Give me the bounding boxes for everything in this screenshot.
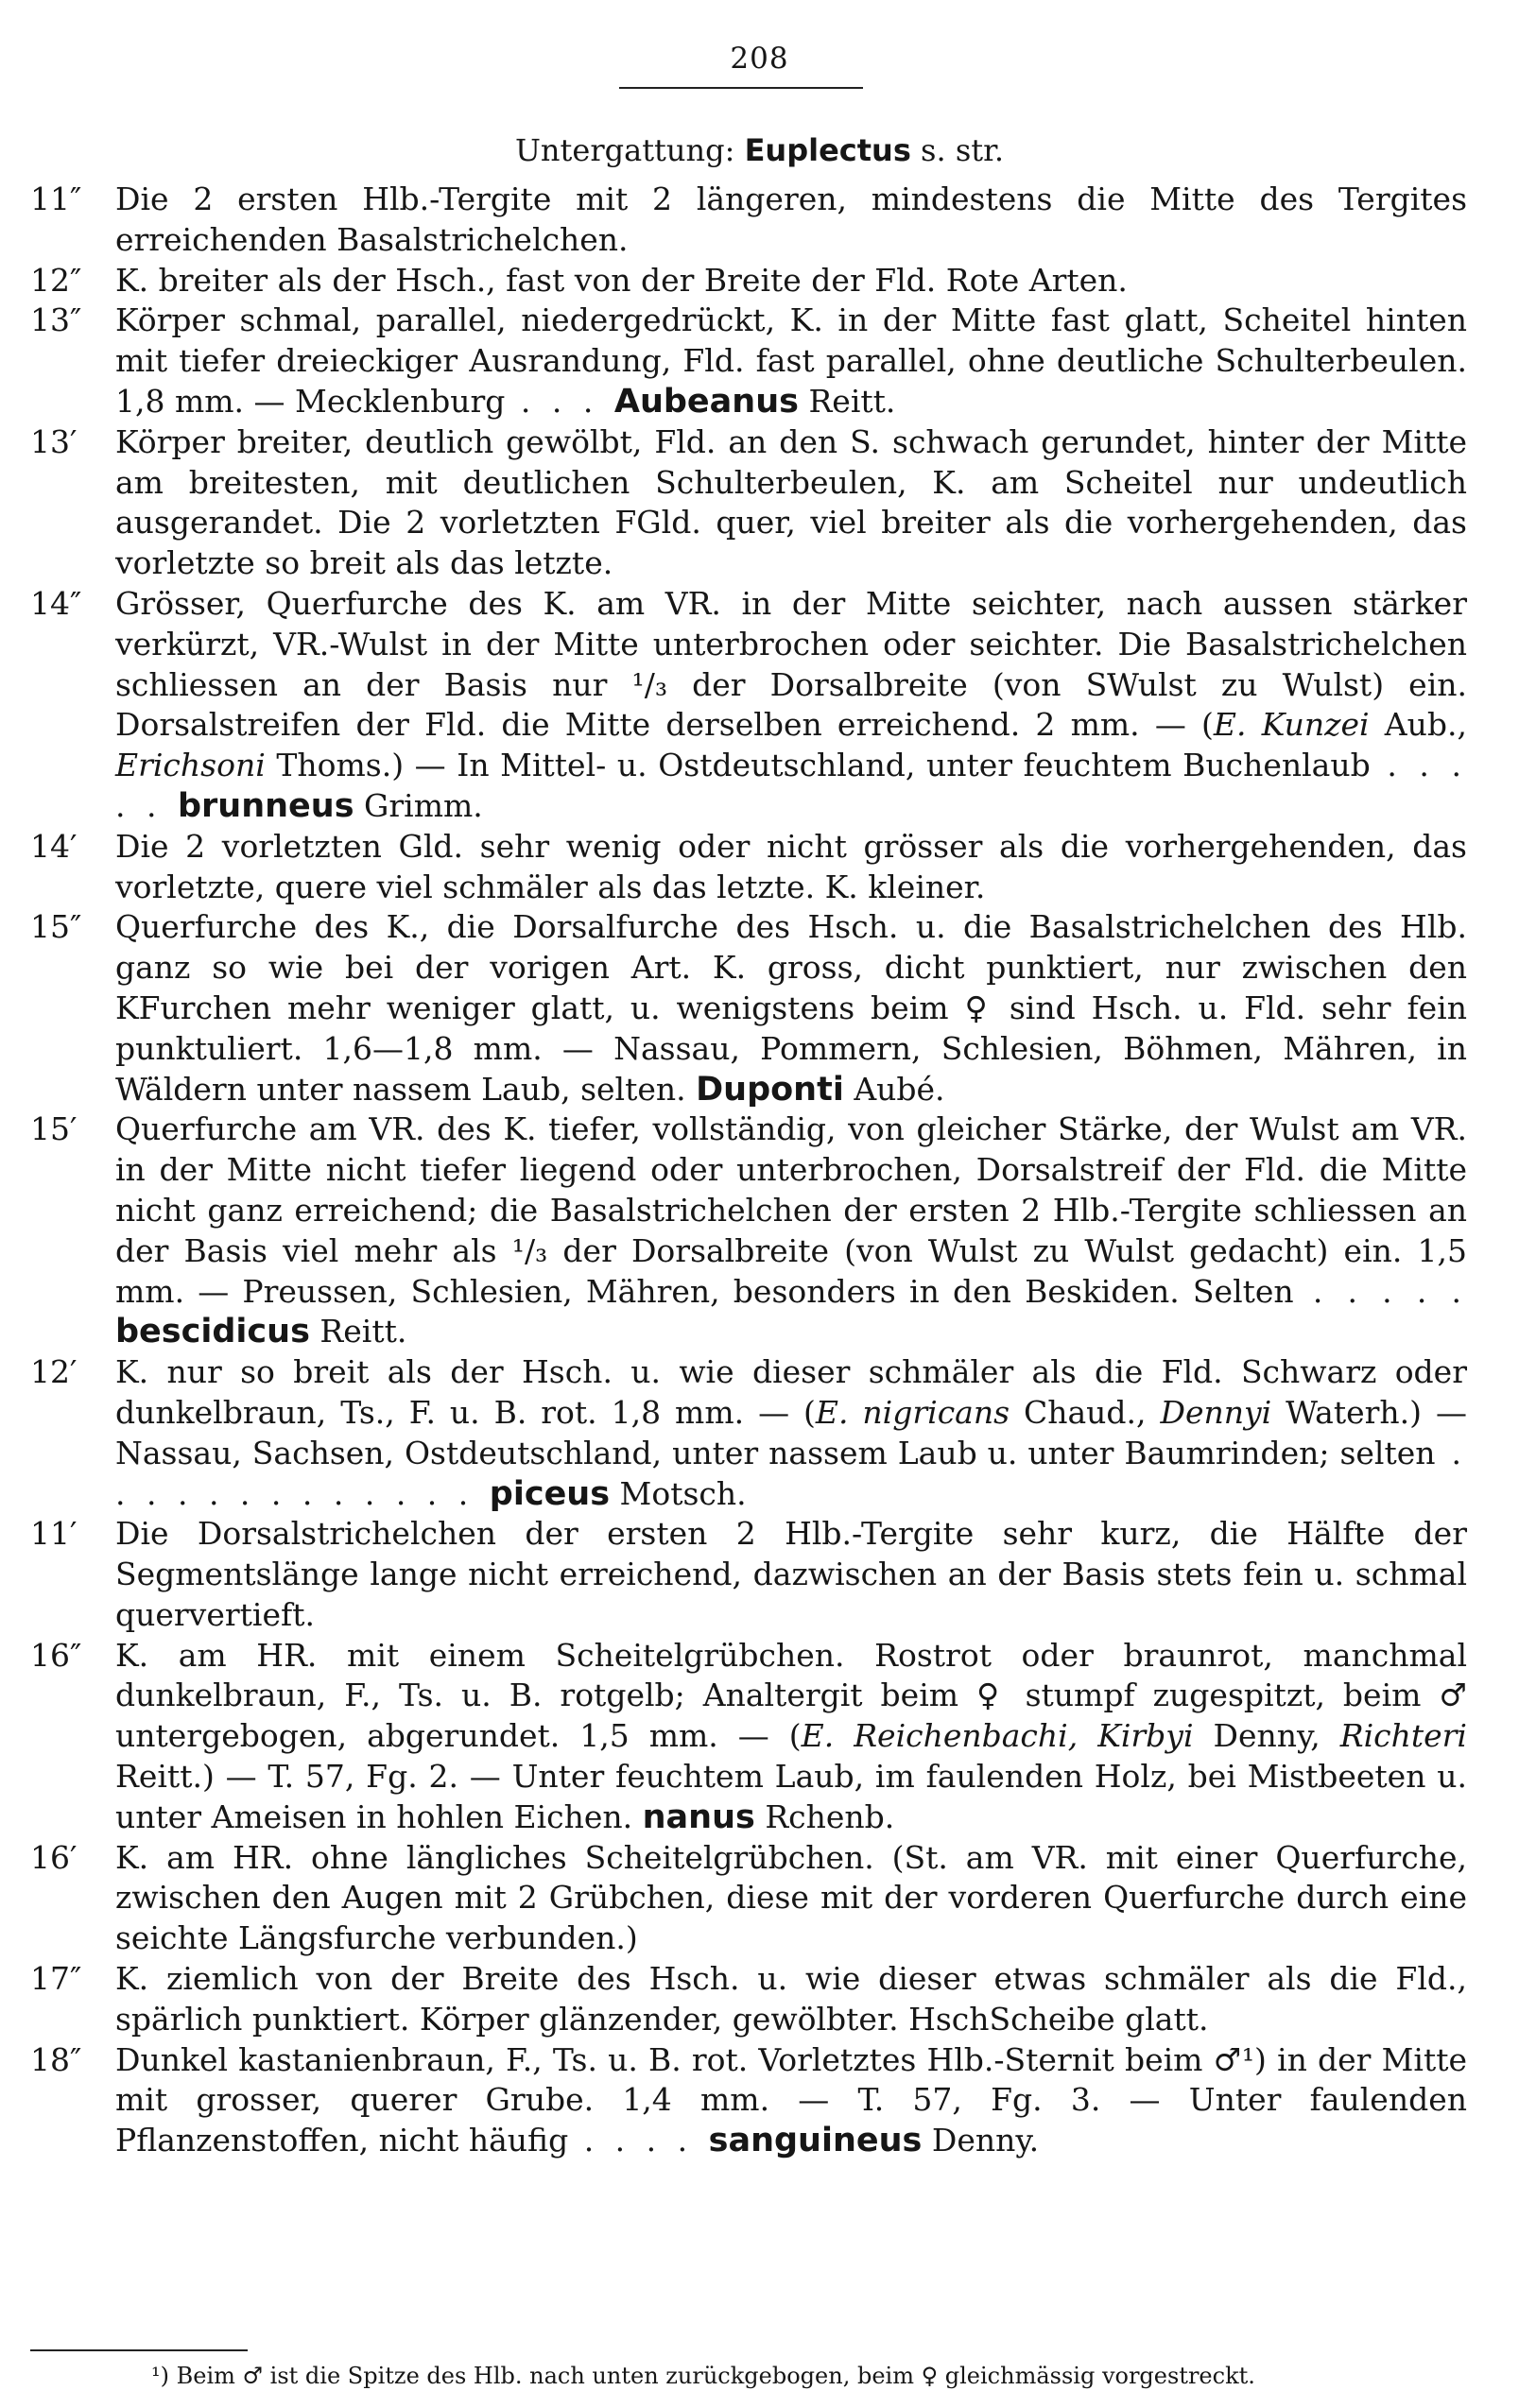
synonym-italic: E. Kunzei: [1213, 706, 1370, 744]
text-run: Grösser, Querfurche des K. am VR. in der Mitte seichter, nach aussen stärker verkürzt, VR.-Wulst in der Mitte unterbrochen oder seichter. Die Basalstrichelchen schliessen an der Basis nur ¹/₃ der Dorsalbreite (von SWulst zu Wulst) ein. Dorsalstreifen der Fld. die Mitte derselben erreichend. 2 mm. — (: [115, 584, 1467, 744]
key-entry: [30, 1959, 1467, 2040]
entry-text: [115, 1838, 1467, 1959]
key-entry: [30, 261, 1467, 301]
entry-number: 13″: [30, 301, 82, 339]
text-run: Reitt.: [798, 382, 896, 420]
key-entry: [30, 1352, 1467, 1514]
key-entry: [30, 1636, 1467, 1838]
footnote-rule: [30, 2349, 248, 2351]
entry-text: [115, 180, 1467, 261]
text-run: Querfurche des K., die Dorsalfurche des Hsch. u. die Basalstrichelchen des Hlb. ganz so wie bei der vorigen Art. K. gross, dicht punktiert, nur zwischen den KFurchen mehr weniger glatt, u. wenigstens beim ♀ sind Hsch. u. Fld. sehr fein punktuliert. 1,6—1,8 mm. — Nassau, Pommern, Schlesien, Böhmen, Mähren, in Wäldern unter nassem Laub, selten.: [115, 908, 1467, 1108]
entry-text: [115, 1352, 1467, 1514]
text-run: Aub.,: [1369, 706, 1467, 744]
entry-text: [115, 1636, 1467, 1838]
text-run: Dunkel kastanienbraun, F., Ts. u. B. rot. Vorletztes Hlb.-Sternit beim ♂¹) in der Mitte mit grosser, querer Grube. 1,4 mm. — T. 57, Fg. 3. — Unter faulenden Pflanzenstoffen, nicht häufig: [115, 2040, 1467, 2159]
text-run: Aubé.: [843, 1070, 945, 1108]
text-run: K. am HR. ohne längliches Scheitelgrübchen. (St. am VR. mit einer Querfurche, zwischen den Augen mit 2 Grübchen, diese mit der vorderen Querfurche durch eine seichte Längsfurche verbunden.): [115, 1838, 1467, 1957]
text-run: Grimm.: [354, 786, 483, 824]
entry-number: 17″: [30, 1960, 82, 1998]
leader-dots: . . . . .: [1293, 1272, 1467, 1310]
species-name: bescidicus: [115, 1313, 310, 1351]
entry-text: [115, 584, 1467, 827]
key-entry: [30, 907, 1467, 1109]
key-entries: [30, 180, 1467, 2161]
leader-dots: . . .: [505, 382, 614, 420]
key-entry: [30, 827, 1467, 908]
entry-text: [115, 301, 1467, 421]
key-entry: [30, 1514, 1467, 1635]
entry-number: 15′: [30, 1110, 78, 1148]
leader-dots: . . . . .: [115, 747, 1467, 824]
synonym-italic: Erichsoni: [115, 747, 266, 784]
entry-text: [115, 1109, 1467, 1352]
key-entry: [30, 1838, 1467, 1959]
entry-number: 11′: [30, 1515, 78, 1553]
text-run: Waterh.) — Nassau, Sachsen, Ostdeutschland, unter nassem Laub u. unter Baumrinden; selten: [115, 1393, 1467, 1471]
text-run: K. am HR. mit einem Scheitelgrübchen. Rostrot oder braunrot, manchmal dunkelbraun, F., Ts. u. B. rotgelb; Analtergit beim ♀ stumpf zugespitzt, beim ♂ untergebogen, abgerundet. 1,5 mm. — (: [115, 1636, 1467, 1755]
entry-number: 12″: [30, 261, 82, 299]
entry-number: 14′: [30, 827, 78, 865]
entry-text: [115, 1514, 1467, 1635]
entry-text: [115, 2040, 1467, 2161]
entry-text: [115, 827, 1467, 908]
species-name: brunneus: [177, 786, 354, 825]
text-run: Thoms.) — In Mittel- u. Ostdeutschland, unter feuchtem Buchenlaub: [265, 747, 1371, 784]
entry-text: [115, 907, 1467, 1109]
page-number: 208: [730, 42, 789, 76]
key-entry: [30, 422, 1467, 584]
header-rule: [619, 87, 863, 89]
key-entry: [30, 584, 1467, 827]
species-name: nanus: [642, 1797, 755, 1836]
text-run: Denny,: [1193, 1717, 1340, 1755]
key-entry: [30, 301, 1467, 421]
synonym-italic: E. Reichenbachi, Kirbyi: [801, 1717, 1194, 1755]
text-run: Die 2 ersten Hlb.-Tergite mit 2 längeren, mindestens die Mitte des Tergites erreichenden Basalstrichelchen.: [115, 181, 1467, 258]
entry-number: 16′: [30, 1838, 78, 1876]
entry-number: 15″: [30, 908, 82, 946]
text-run: Rchenb.: [754, 1797, 895, 1835]
key-entry: [30, 180, 1467, 261]
entry-number: 12′: [30, 1353, 78, 1391]
entry-text: [115, 422, 1467, 584]
subgenus-suffix: s. str.: [921, 132, 1005, 168]
subgenus-heading: [0, 132, 1519, 168]
text-run: K. ziemlich von der Breite des Hsch. u. wie dieser etwas schmäler als die Fld., spärlich punktiert. Körper glänzender, gewölbter. HschScheibe glatt.: [115, 1960, 1467, 2038]
text-run: Reitt.: [309, 1313, 407, 1350]
species-name: Duponti: [696, 1070, 844, 1109]
entry-number: 18″: [30, 2040, 82, 2078]
synonym-italic: Dennyi: [1160, 1393, 1272, 1431]
footnote: ¹) Beim ♂ ist die Spitze des Hlb. nach unten zurückgebogen, beim ♀ gleichmässig vorgestreckt.: [151, 2363, 1255, 2389]
text-run: Querfurche am VR. des K. tiefer, vollständig, von gleicher Stärke, der Wulst am VR. in der Mitte nicht tiefer liegend oder unterbrochen, Dorsalstreif der Fld. die Mitte nicht ganz erreichend; die Basalstrichelchen der ersten 2 Hlb.-Tergite schliessen an der Basis viel mehr als ¹/₃ der Dorsalbreite (von Wulst zu Wulst gedacht) ein. 1,5 mm. — Preussen, Schlesien, Mähren, besonders in den Beskiden. Selten: [115, 1110, 1467, 1310]
synonym-italic: E. nigricans: [815, 1393, 1010, 1431]
text-run: Reitt.) — T. 57, Fg. 2. — Unter feuchtem Laub, im faulenden Holz, bei Mistbeeten u. unter Ameisen in hohlen Eichen.: [115, 1758, 1467, 1835]
text-run: Chaud.,: [1010, 1393, 1161, 1431]
leader-dots: . . . . . . . . . . . . .: [115, 1434, 1467, 1512]
text-run: Körper breiter, deutlich gewölbt, Fld. an den S. schwach gerundet, hinter der Mitte am breitesten, mit deutlichen Schulterbeulen, K. am Scheitel nur undeutlich ausgerandet. Die 2 vorletzten FGld. quer, viel breiter als die vorhergehenden, das vorletzte so breit als das letzte.: [115, 422, 1467, 582]
entry-number: 13′: [30, 422, 78, 460]
species-name: Aubeanus: [613, 382, 799, 421]
text-run: K. nur so breit als der Hsch. u. wie dieser schmäler als die Fld. Schwarz oder dunkelbraun, Ts., F. u. B. rot. 1,8 mm. — (: [115, 1353, 1467, 1431]
key-entry: [30, 2040, 1467, 2161]
subgenus-name: Euplectus: [744, 132, 911, 168]
entry-number: 14″: [30, 584, 82, 622]
text-run: Motsch.: [610, 1474, 747, 1512]
text-run: K. breiter als der Hsch., fast von der Breite der Fld. Rote Arten.: [115, 261, 1128, 299]
text-run: Körper schmal, parallel, niedergedrückt, K. in der Mitte fast glatt, Scheitel hinten mit tiefer dreieckiger Ausrandung, Fld. fast parallel, ohne deutliche Schulterbeulen. 1,8 mm. — Mecklenburg: [115, 301, 1467, 420]
entry-number: 16″: [30, 1636, 82, 1674]
entry-text: [115, 1959, 1467, 2040]
species-name: sanguineus: [708, 2122, 923, 2160]
key-entry: [30, 1109, 1467, 1352]
species-name: piceus: [489, 1474, 611, 1513]
text-run: Die 2 vorletzten Gld. sehr wenig oder nicht grösser als die vorhergehenden, das vorletzte, quere viel schmäler als das letzte. K. kleiner.: [115, 827, 1467, 905]
leader-dots: . . . .: [568, 2122, 709, 2159]
text-run: Die Dorsalstrichelchen der ersten 2 Hlb.-Tergite sehr kurz, die Hälfte der Segmentslänge lange nicht erreichend, dazwischen an der Basis stets fein u. schmal quervertieft.: [115, 1515, 1467, 1633]
entry-text: [115, 261, 1467, 301]
entry-number: 11″: [30, 181, 82, 217]
synonym-italic: Richteri: [1339, 1717, 1467, 1755]
subgenus-prefix: Untergattung:: [514, 132, 735, 168]
text-run: Denny.: [922, 2122, 1040, 2159]
